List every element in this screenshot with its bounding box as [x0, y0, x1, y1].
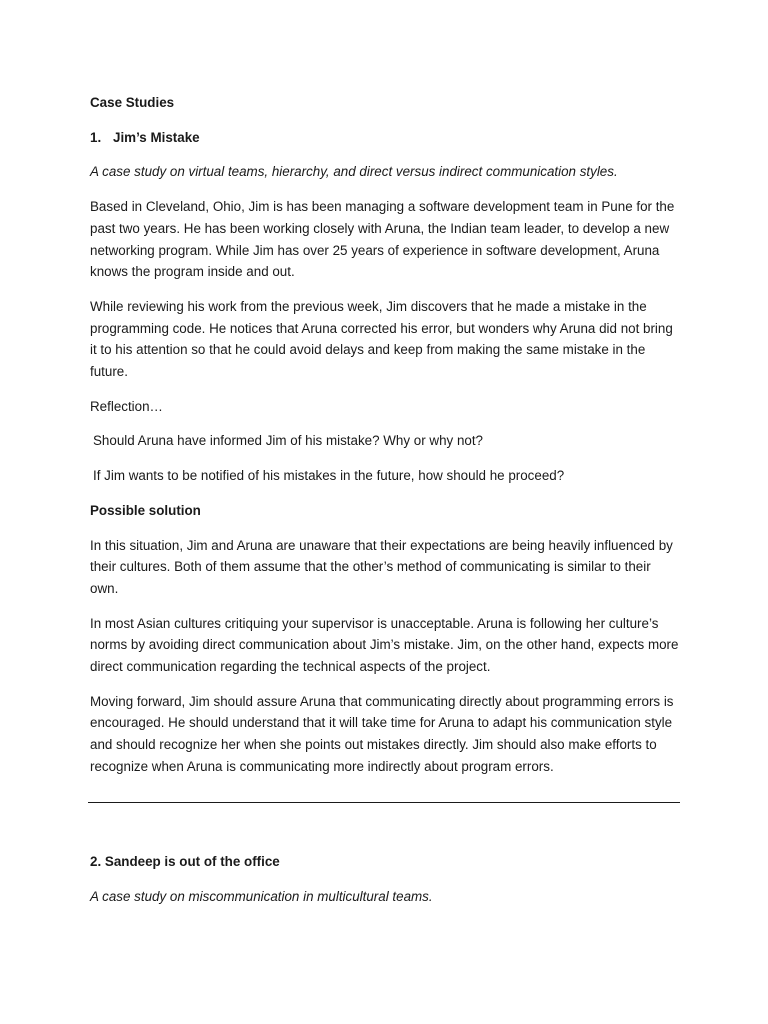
section2	[90, 851, 682, 920]
document-title: Case Studies	[90, 95, 175, 110]
reflection-question: If Jim wants to be notified of his mistakes in the future, how should he proceed?	[93, 468, 565, 484]
reflection-question: Should Aruna have informed Jim of his mistake? Why or why not?	[93, 433, 484, 449]
section1-paragraph: While reviewing his work from the previous week, Jim discovers that he made a mistake in the programming code. He notices that Aruna corrected his error, but wonders why Aruna did not bring it to his attention so that he could avoid delays and keep from making the same mistake in the future.	[90, 298, 673, 380]
solution-heading: Possible solution	[90, 502, 201, 518]
section1-heading	[90, 127, 682, 149]
section1-subtitle: A case study on virtual teams, hierarchy, and direct versus indirect communication styles.	[90, 164, 618, 180]
solution-paragraph: In most Asian cultures critiquing your supervisor is unacceptable. Aruna is following her culture’s norms by avoiding direct communication about Jim’s mistake. Jim, on the other hand, expects more direct communication regarding the technical aspects of the project.	[90, 615, 679, 675]
section-divider	[88, 802, 680, 803]
section1-paragraph: Based in Cleveland, Ohio, Jim is has been managing a software development team in Pune for the past two years. He has been working closely with Aruna, the Indian team leader, to develop a new networking program. While Jim has over 25 years of experience in software development, Aruna knows the program inside and out.	[90, 199, 675, 280]
section1-heading-text: Jim’s Mistake	[113, 129, 200, 145]
section2-subtitle: A case study on miscommunication in multicultural teams.	[90, 888, 433, 904]
document-page	[90, 92, 682, 791]
solution-paragraph: Moving forward, Jim should assure Aruna that communicating directly about programming errors is encouraged. He should understand that it will take time for Aruna to adapt his communication style and should recognize her when she points out mistakes directly. Jim should also make efforts to recognize when Aruna is communicating more indirectly about program errors.	[90, 693, 674, 774]
section2-heading: 2. Sandeep is out of the office	[90, 854, 280, 869]
section1-number: 1.	[90, 129, 102, 145]
reflection-label: Reflection…	[90, 398, 163, 414]
solution-paragraph: In this situation, Jim and Aruna are unaware that their expectations are being heavily influenced by their cultures. Both of them assume that the other’s method of communicating is similar to their own.	[90, 537, 673, 596]
